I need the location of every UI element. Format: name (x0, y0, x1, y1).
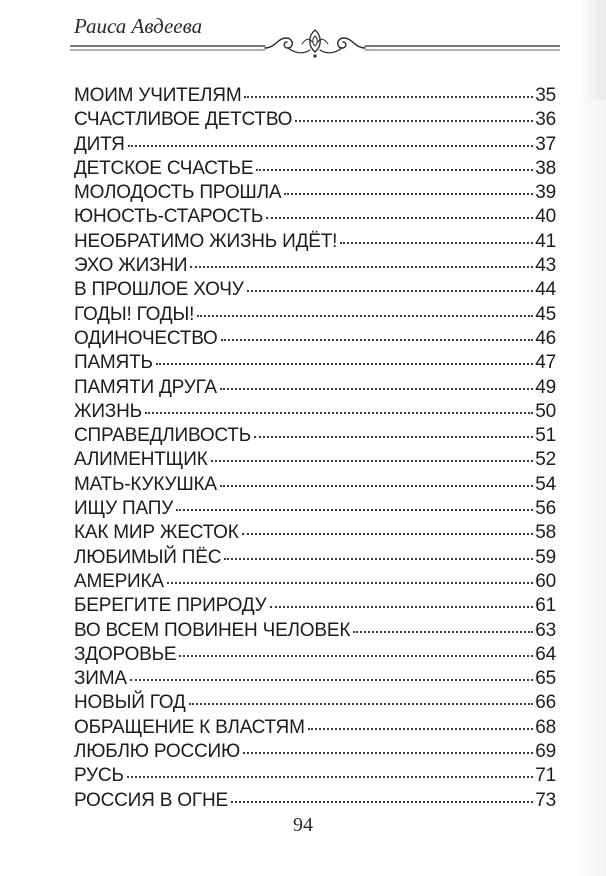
page-edge-shadow (580, 0, 606, 876)
toc-entry-page: 49 (535, 376, 556, 398)
toc-entry (74, 594, 556, 618)
table-of-contents (74, 84, 556, 813)
dot-leader (189, 702, 534, 705)
dot-leader (127, 775, 534, 778)
toc-entry (74, 497, 556, 521)
toc-entry-title: ЭХО ЖИЗНИ (74, 255, 188, 277)
toc-entry-page: 44 (535, 279, 556, 301)
toc-entry (74, 351, 556, 375)
dot-leader (243, 751, 533, 754)
toc-entry-page: 51 (535, 425, 556, 447)
dot-leader (244, 95, 533, 98)
toc-entry-title: ЖИЗНЬ (74, 400, 142, 422)
dot-leader (156, 362, 534, 365)
toc-entry (74, 424, 556, 448)
toc-entry-title: НОВЫЙ ГОД (74, 692, 186, 714)
toc-entry-page: 35 (535, 85, 556, 106)
dot-leader (221, 338, 534, 341)
toc-entry (74, 619, 556, 643)
toc-entry (74, 157, 556, 181)
toc-entry-title: ЛЮБЛЮ РОССИЮ (74, 741, 241, 763)
toc-entry (74, 716, 556, 740)
dot-leader (179, 654, 533, 657)
toc-entry-page: 68 (535, 716, 556, 738)
dot-leader (270, 605, 534, 608)
dot-leader (224, 557, 533, 560)
toc-entry-page: 69 (535, 741, 556, 763)
toc-entry (74, 521, 556, 545)
toc-entry-page: 65 (535, 668, 556, 690)
toc-entry (74, 643, 556, 667)
toc-entry (74, 303, 556, 327)
toc-entry-page: 41 (535, 230, 556, 252)
dot-leader (353, 630, 533, 633)
dot-leader (242, 532, 534, 535)
dot-leader (308, 727, 534, 730)
toc-entry-title: СПРАВЕДЛИВОСТЬ (74, 425, 251, 447)
toc-entry-page: 46 (535, 327, 556, 349)
toc-entry (74, 764, 556, 788)
dot-leader (284, 192, 533, 195)
toc-entry-title: ЗДОРОВЬЕ (74, 643, 177, 665)
toc-entry (74, 691, 556, 715)
dot-leader (128, 144, 534, 147)
toc-entry (74, 376, 556, 400)
toc-entry-page: 56 (535, 498, 556, 520)
toc-entry-title: В ПРОШЛОЕ ХОЧУ (74, 279, 244, 301)
toc-entry-title: МОИМ УЧИТЕЛЯМ (74, 85, 242, 106)
toc-entry-page: 61 (535, 595, 556, 617)
toc-entry-title: АЛИМЕНТЩИК (74, 449, 208, 471)
toc-entry-title: СЧАСТЛИВОЕ ДЕТСТВО (74, 109, 293, 131)
running-header (70, 10, 560, 70)
toc-entry-title: ЛЮБИМЫЙ ПЁС (74, 546, 222, 568)
toc-entry (74, 570, 556, 594)
toc-entry-title: АМЕРИКА (74, 570, 164, 592)
dot-leader (211, 459, 534, 462)
toc-entry (74, 108, 556, 132)
dot-leader (220, 484, 533, 487)
toc-entry (74, 181, 556, 205)
dot-leader (167, 581, 533, 584)
toc-entry (74, 327, 556, 351)
dot-leader (231, 800, 533, 803)
toc-entry (74, 667, 556, 691)
dot-leader (220, 387, 533, 390)
toc-entry (74, 254, 556, 278)
toc-entry (74, 400, 556, 424)
dot-leader (266, 216, 533, 219)
toc-entry-title: ИЩУ ПАПУ (74, 498, 174, 520)
toc-entry-page: 73 (535, 789, 556, 811)
toc-entry-page: 52 (535, 449, 556, 471)
toc-entry-page: 37 (535, 133, 556, 155)
toc-entry (74, 133, 556, 157)
toc-entry-title: ДЕТСКОЕ СЧАСТЬЕ (74, 157, 254, 179)
dot-leader (295, 119, 533, 122)
toc-entry-title: БЕРЕГИТЕ ПРИРОДУ (74, 595, 267, 617)
dot-leader (130, 678, 533, 681)
toc-entry (74, 278, 556, 302)
toc-entry-page: 47 (535, 352, 556, 374)
dot-leader (256, 168, 533, 171)
toc-entry-page: 50 (535, 400, 556, 422)
toc-entry-title: РУСЬ (74, 765, 124, 787)
toc-entry (74, 740, 556, 764)
page-edge-notch (580, 100, 606, 876)
toc-entry-page: 54 (535, 473, 556, 495)
dot-leader (190, 265, 533, 268)
toc-entry (74, 473, 556, 497)
toc-entry-page: 71 (535, 765, 556, 787)
toc-entry-page: 38 (535, 157, 556, 179)
toc-entry-page: 39 (535, 182, 556, 204)
author-name: Раиса Авдеева (74, 14, 203, 38)
toc-entry-title: РОССИЯ В ОГНЕ (74, 789, 228, 811)
toc-entry-page: 43 (535, 255, 556, 277)
toc-entry-page: 66 (535, 692, 556, 714)
toc-entry (74, 205, 556, 229)
toc-entry-title: ПАМЯТИ ДРУГА (74, 376, 217, 398)
toc-entry-title: ПАМЯТЬ (74, 352, 153, 374)
dot-leader (340, 241, 533, 244)
dot-leader (197, 314, 533, 317)
dot-leader (145, 411, 533, 414)
toc-entry-title: ДИТЯ (74, 133, 125, 155)
toc-entry-page: 45 (535, 303, 556, 325)
toc-entry-title: ЗИМА (74, 668, 127, 690)
dot-leader (247, 289, 534, 292)
toc-entry (74, 546, 556, 570)
dot-leader (254, 435, 533, 438)
toc-entry-title: ВО ВСЕМ ПОВИНЕН ЧЕЛОВЕК (74, 619, 351, 641)
toc-entry (74, 84, 556, 108)
toc-entry-title: КАК МИР ЖЕСТОК (74, 522, 239, 544)
toc-entry-title: ОДИНОЧЕСТВО (74, 327, 218, 349)
toc-entry-title: МАТЬ-КУКУШКА (74, 473, 217, 495)
page-number: 94 (293, 814, 313, 836)
toc-entry-page: 63 (535, 619, 556, 641)
toc-entry (74, 789, 556, 813)
toc-entry-page: 59 (535, 546, 556, 568)
toc-entry-page: 64 (535, 643, 556, 665)
dot-leader (176, 508, 533, 511)
toc-entry-title: ОБРАЩЕНИЕ К ВЛАСТЯМ (74, 716, 305, 738)
toc-entry-title: МОЛОДОСТЬ ПРОШЛА (74, 182, 282, 204)
toc-entry-title: НЕОБРАТИМО ЖИЗНЬ ИДЁТ! (74, 230, 338, 252)
toc-entry-title: ЮНОСТЬ-СТАРОСТЬ (74, 206, 264, 228)
toc-entry (74, 230, 556, 254)
toc-entry-page: 40 (535, 206, 556, 228)
toc-entry-page: 58 (535, 522, 556, 544)
toc-entry (74, 448, 556, 472)
toc-entry-page: 60 (535, 570, 556, 592)
toc-entry-title: ГОДЫ! ГОДЫ! (74, 303, 195, 325)
toc-entry-page: 36 (535, 109, 556, 131)
